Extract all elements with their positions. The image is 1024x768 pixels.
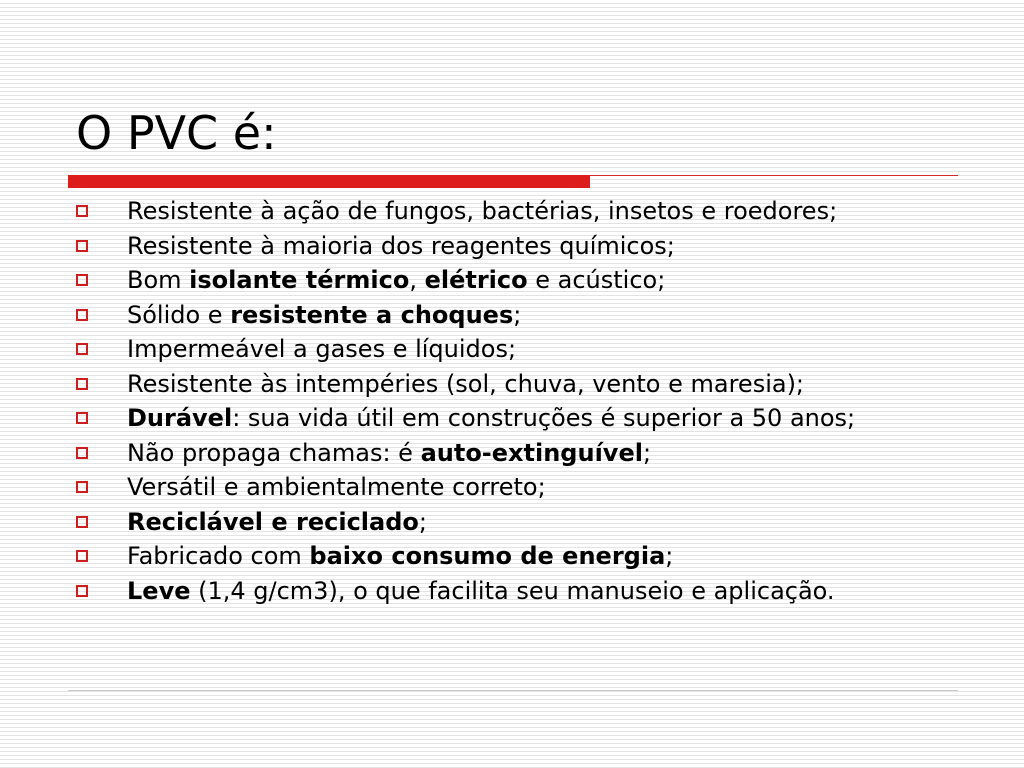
hollow-square-bullet-icon (76, 309, 88, 321)
bottom-divider (68, 690, 958, 691)
bullet-item (76, 369, 956, 398)
hollow-square-bullet-icon (76, 412, 88, 424)
bullet-item (76, 268, 956, 293)
hollow-square-bullet-icon (76, 274, 88, 286)
bullet-text-segment: Impermeável a gases e líquidos; (127, 335, 517, 363)
bullet-item (76, 438, 956, 467)
bullet-text-segment: Resistente às intempéries (sol, chuva, vento e maresia); (127, 369, 805, 398)
bullet-bold-text: Durável (127, 404, 233, 432)
bullet-item (76, 337, 956, 362)
bullet-bold-text: elétrico (424, 266, 528, 294)
slide-title: O PVC é: (76, 106, 277, 160)
bullet-text (127, 577, 835, 605)
bullet-list (76, 199, 956, 613)
title-underline (68, 175, 958, 188)
bullet-text (127, 266, 665, 294)
bullet-item (76, 406, 956, 431)
bullet-text-segment: Resistente à maioria dos reagentes químicos; (127, 231, 675, 260)
bullet-text (127, 197, 837, 225)
bullet-bold-text: auto-extinguível (420, 438, 643, 467)
bullet-text-segment: Versátil e ambientalmente correto; (127, 473, 546, 501)
bullet-text-segment: Sólido e (127, 300, 231, 329)
bullet-text (127, 542, 673, 570)
bullet-bold-text: Leve (127, 576, 191, 605)
bullet-item (76, 231, 956, 260)
hollow-square-bullet-icon (76, 516, 88, 528)
hollow-square-bullet-icon (76, 343, 88, 355)
bullet-text-segment: Fabricado com (127, 542, 310, 570)
bullet-item (76, 544, 956, 569)
bullet-text-segment: Resistente à ação de fungos, bactérias, insetos e roedores; (127, 197, 838, 225)
bullet-bold-text: baixo consumo de energia (309, 542, 666, 570)
bullet-item (76, 199, 956, 224)
bullet-text-segment: ; (642, 438, 652, 467)
bullet-item (76, 475, 956, 500)
bullet-text (127, 439, 651, 467)
bullet-text-segment: ; (665, 542, 674, 570)
bullet-text-segment: e acústico; (527, 266, 666, 294)
bullet-text-segment: ; (418, 507, 427, 536)
bullet-text (127, 404, 855, 432)
bullet-text-segment: ; (513, 300, 522, 329)
bullet-item (76, 300, 956, 329)
bullet-text (127, 473, 546, 501)
title-underline-thin-line (590, 175, 958, 176)
hollow-square-bullet-icon (76, 585, 88, 597)
bullet-text (127, 508, 427, 536)
bullet-item (76, 576, 956, 605)
bullet-bold-text: resistente a choques (230, 300, 514, 329)
hollow-square-bullet-icon (76, 205, 88, 217)
bullet-item (76, 507, 956, 536)
bullet-text (127, 370, 804, 398)
hollow-square-bullet-icon (76, 481, 88, 493)
bullet-text (127, 301, 521, 329)
hollow-square-bullet-icon (76, 550, 88, 562)
title-underline-red-bar (68, 175, 590, 188)
bullet-bold-text: isolante térmico (189, 266, 410, 294)
bullet-text-segment: Bom (127, 266, 190, 294)
bullet-text-segment: (1,4 g/cm3), o que facilita seu manuseio e aplicação. (190, 576, 835, 605)
bullet-text (127, 335, 516, 363)
bullet-bold-text: Reciclável e reciclado (127, 507, 419, 536)
bullet-text-segment: : sua vida útil em construções é superior a 50 anos; (232, 404, 856, 432)
bullet-text-segment: , (409, 266, 425, 294)
hollow-square-bullet-icon (76, 378, 88, 390)
bullet-text-segment: Não propaga chamas: é (127, 438, 421, 467)
hollow-square-bullet-icon (76, 447, 88, 459)
hollow-square-bullet-icon (76, 240, 88, 252)
bullet-text (127, 232, 675, 260)
